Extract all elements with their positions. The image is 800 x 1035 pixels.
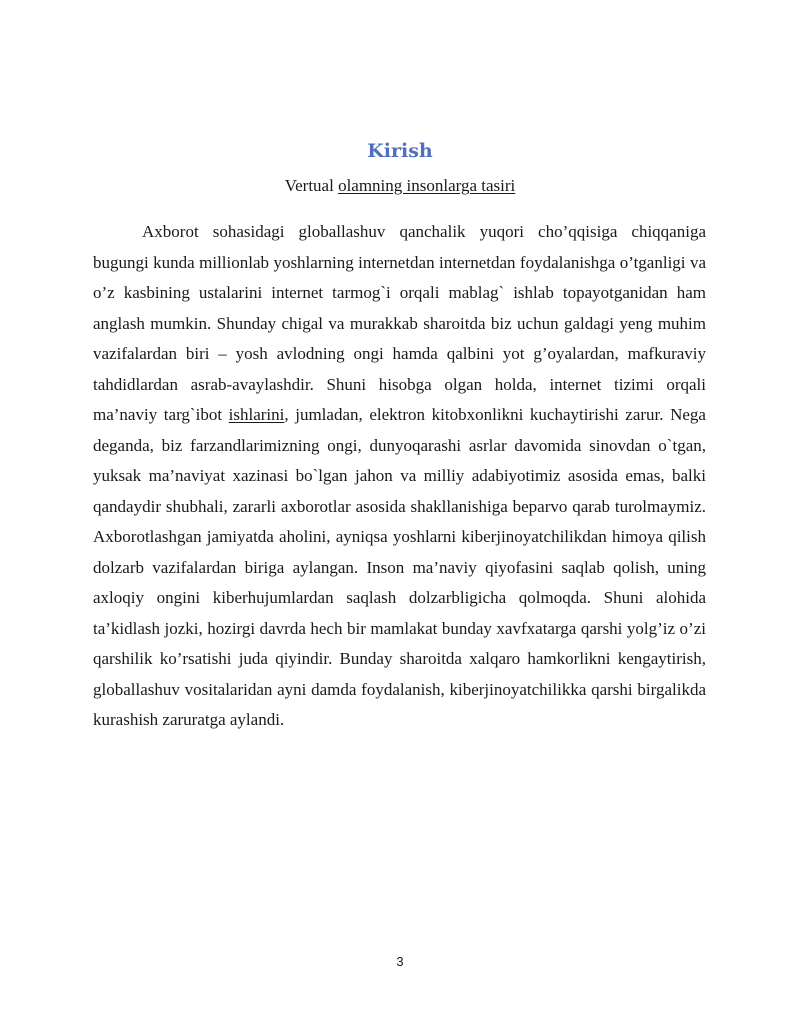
subtitle-plain-text: Vertual xyxy=(284,176,339,195)
subtitle-underlined-text: olamning insonlarga tasiri xyxy=(338,176,516,195)
page-number: 3 xyxy=(396,954,404,969)
body-paragraph xyxy=(93,217,706,736)
section-heading: Kirish xyxy=(367,140,433,162)
paragraph-text-part1: Axborot sohasidagi globallashuv qanchalik yuqori cho’qqisiga chiqqaniga bugungi kunda millionlab yoshlarning internetdan internetdan foydalanishga o’tganligi va o’z kasbining ustalarini internet tarmog`i orqali mablag` ishlab topayotganidan ham anglash mumkin. Shunday chigal va murakkab sharoitda biz uchun galdagi yeng muhim vazifalardan biri – yosh avlodning ongi hamda qalbini yot g’oyalardan, mafkuraviy tahdidlardan asrab-avaylashdir. Shuni hisobga olgan holda, internet tizimi orqali ma’naviy targ`ibot xyxy=(93,222,706,424)
paragraph-link[interactable]: ishlarini xyxy=(228,405,285,424)
section-subtitle xyxy=(0,176,800,196)
paragraph-text-part2: , jumladan, elektron kitobxonlikni kuchaytirishi zarur. Nega deganda, biz farzandlarimizning ongi, dunyoqarashi asrlar davomida sinovdan o`tgan, yuksak ma’naviyat xazinasi bo`lgan jahon va milliy adabiyotimiz asosida emas, balki qandaydir shubhali, zararli axborotlar asosida shakllanishiga beparvo qarab turolmaymiz. Axborotlashgan jamiyatda aholini, ayniqsa yoshlarni kiberjinoyatchilikdan himoya qilish dolzarb vazifalardan biriga aylangan. Inson ma’naviy qiyofasini saqlab qolish, uning axloqiy ongini kiberhujumlardan saqlash dolzarbligicha qolmoqda. Shuni alohida ta’kidlash jozki, hozirgi davrda hech bir mamlakat bunday xavfxatarga qarshi yolg’iz o’zi qarshilik ko’rsatishi juda qiyindir. Bunday sharoitda xalqaro hamkorlikni kengaytirish, globallashuv vositalaridan ayni damda foydalanish, kiberjinoyatchilikka qarshi birgalikda kurashish zaruratga aylandi. xyxy=(93,405,706,729)
